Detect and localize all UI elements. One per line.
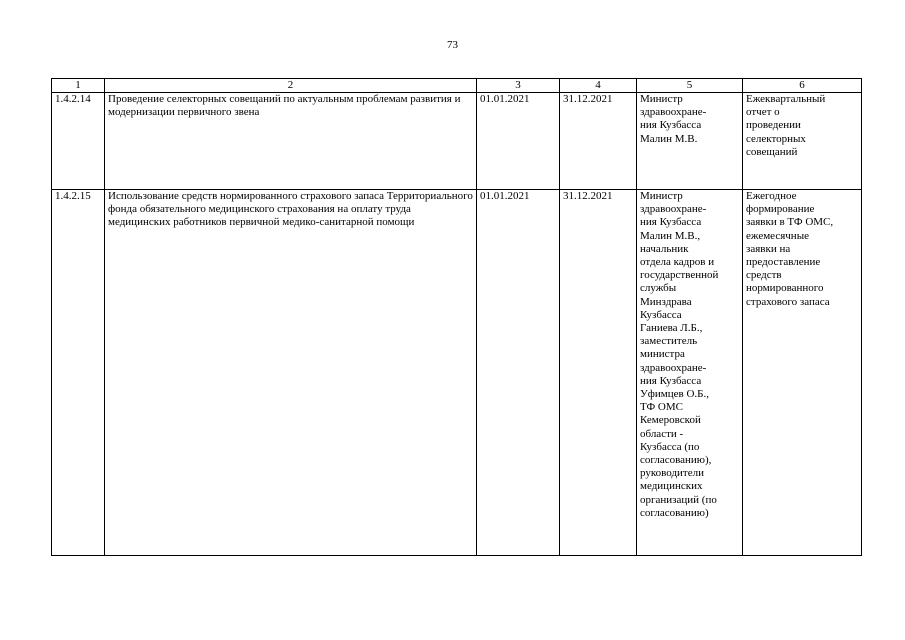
- responsible-line: ния Кузбасса: [640, 374, 702, 387]
- result-line: Ежегодное: [746, 190, 797, 202]
- responsible-line: Ганиева Л.Б.,: [640, 322, 703, 335]
- responsible-line: организаций (по: [640, 493, 717, 506]
- responsible-line: ния Кузбасса: [640, 119, 702, 132]
- responsible-line: заместитель: [640, 335, 698, 348]
- responsible-line: Кузбасса: [640, 308, 682, 321]
- start-date: 01.01.2021: [477, 190, 560, 556]
- responsible-line: согласованию),: [640, 454, 712, 467]
- result-line: заявки в ТФ ОМС,: [746, 216, 834, 229]
- item-number: 1.4.2.14: [52, 93, 105, 190]
- table-header-row: [52, 79, 862, 93]
- result-line: нормированного: [746, 282, 824, 295]
- responsible-line: Минздрава: [640, 295, 692, 308]
- responsible-line: Кузбасса (по: [640, 440, 700, 453]
- header-cell-6: 6: [743, 79, 862, 93]
- responsible-line: государственной: [640, 269, 719, 282]
- result-line: средств: [746, 269, 782, 282]
- responsible-line: начальник: [640, 242, 689, 255]
- header-cell-1: 1: [52, 79, 105, 93]
- responsible-cell: [637, 190, 743, 556]
- responsible-line: Кемеровской: [640, 414, 701, 427]
- result-line: селекторных: [746, 132, 806, 145]
- responsible-line: Министр: [640, 190, 683, 202]
- header-cell-5: 5: [637, 79, 743, 93]
- responsible-line: Министр: [640, 93, 683, 105]
- table-row: [52, 93, 862, 190]
- responsible-line: здравоохране-: [640, 361, 707, 374]
- result-line: совещаний: [746, 145, 798, 158]
- header-cell-4: 4: [560, 79, 637, 93]
- result-line: страхового запаса: [746, 295, 830, 308]
- responsible-line: ТФ ОМС: [640, 401, 683, 414]
- result-line: предоставление: [746, 256, 821, 269]
- responsible-line: службы: [640, 282, 677, 295]
- result-line: ежемесячные: [746, 229, 809, 242]
- result-line: отчет о: [746, 106, 780, 119]
- result-line: проведении: [746, 119, 801, 132]
- responsible-line: здравоохране-: [640, 203, 707, 216]
- responsible-line: Малин М.В.,: [640, 229, 701, 242]
- table-row: [52, 190, 862, 556]
- result-line: заявки на: [746, 242, 791, 255]
- result-line: формирование: [746, 203, 815, 216]
- end-date: 31.12.2021: [560, 190, 637, 556]
- responsible-line: медицинских: [640, 480, 703, 493]
- responsible-line: Малин М.В.: [640, 132, 698, 145]
- result-cell: [743, 190, 862, 556]
- responsible-line: отдела кадров и: [640, 256, 715, 269]
- activity-name: Проведение селекторных совещаний по актуальным проблемам развития и модернизации первичного звена: [105, 93, 477, 190]
- responsible-line: здравоохране-: [640, 106, 707, 119]
- responsible-line: области -: [640, 427, 684, 440]
- activity-name: Использование средств нормированного страхового запаса Территориального фонда обязательного медицинского страхования на оплату труда медицинских работников первичной медико-санитарной помощи: [105, 190, 477, 556]
- result-line: Ежеквартальный: [746, 93, 826, 105]
- responsible-line: руководители: [640, 467, 704, 480]
- page-number: 73: [447, 39, 458, 51]
- result-cell: [743, 93, 862, 190]
- header-cell-2: 2: [105, 79, 477, 93]
- responsible-line: министра: [640, 348, 685, 361]
- item-number: 1.4.2.15: [52, 190, 105, 556]
- end-date: 31.12.2021: [560, 93, 637, 190]
- responsible-line: согласованию): [640, 506, 709, 519]
- start-date: 01.01.2021: [477, 93, 560, 190]
- responsible-cell: [637, 93, 743, 190]
- responsible-line: ния Кузбасса: [640, 216, 702, 229]
- activity-plan-table: [51, 78, 862, 556]
- responsible-line: Уфимцев О.Б.,: [640, 388, 709, 401]
- header-cell-3: 3: [477, 79, 560, 93]
